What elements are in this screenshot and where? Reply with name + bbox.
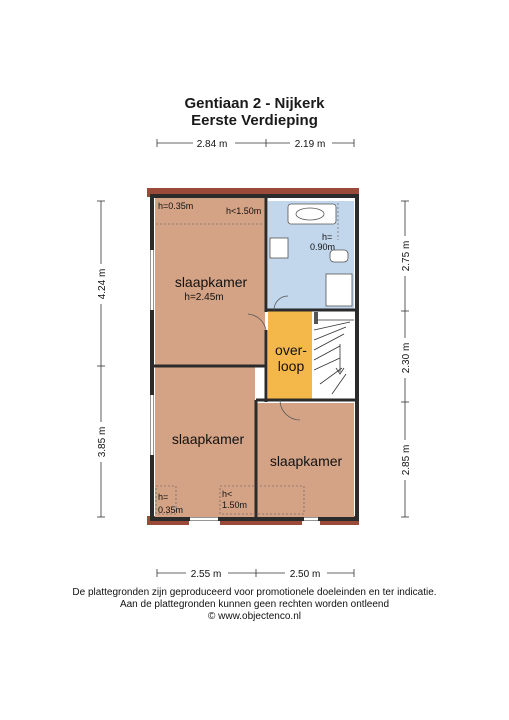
dim-right-bottom: 2.85 m [401,444,412,476]
dim-right-top: 2.75 m [401,240,412,272]
height-note-bottom-mid-1: h< [222,489,233,499]
dim-left-upper: 4.24 m [97,268,108,300]
copyright-link[interactable]: © www.objectenco.nl [208,611,301,622]
dim-bottom-left: 2.55 m [190,569,222,580]
dim-top-right: 2.19 m [294,139,326,150]
bedroom-1-height: h=2.45m [184,292,224,303]
height-note-bottom-mid-2: 1.50m [222,500,248,510]
dim-top-left: 2.84 m [196,139,228,150]
dim-right-middle: 2.30 m [401,342,412,374]
bath-height-note-1: h= [322,232,333,242]
landing-label-line2: loop [277,358,305,374]
disclaimer-line-1: De plattegronden zijn geproduceerd voor promotionele doeleinden en ter indicatie. [72,587,437,598]
stairwell [314,311,354,400]
disclaimer-line-2: Aan de plattegronden kunnen geen rechten worden ontleend [119,599,390,610]
floor-name: Eerste Verdieping [191,112,318,129]
plan-title: Gentiaan 2 - Nijkerk [184,95,325,112]
dim-bottom-right: 2.50 m [289,569,321,580]
bath-height-note-2: 0.90m [310,242,336,252]
height-note-bottom-left-2: 0.35m [158,505,184,515]
height-note-top-left: h=0.35m [158,201,194,211]
landing-label-line1: over- [275,342,307,358]
bedroom-2-label: slaapkamer [171,431,245,447]
height-note-bottom-left-1: h= [158,492,169,502]
landing-door [314,312,318,324]
dim-left-lower: 3.85 m [97,426,108,458]
height-note-top-right: h<1.50m [226,206,262,216]
bedroom-1-label: slaapkamer [174,274,248,290]
bedroom-3-label: slaapkamer [269,453,343,469]
